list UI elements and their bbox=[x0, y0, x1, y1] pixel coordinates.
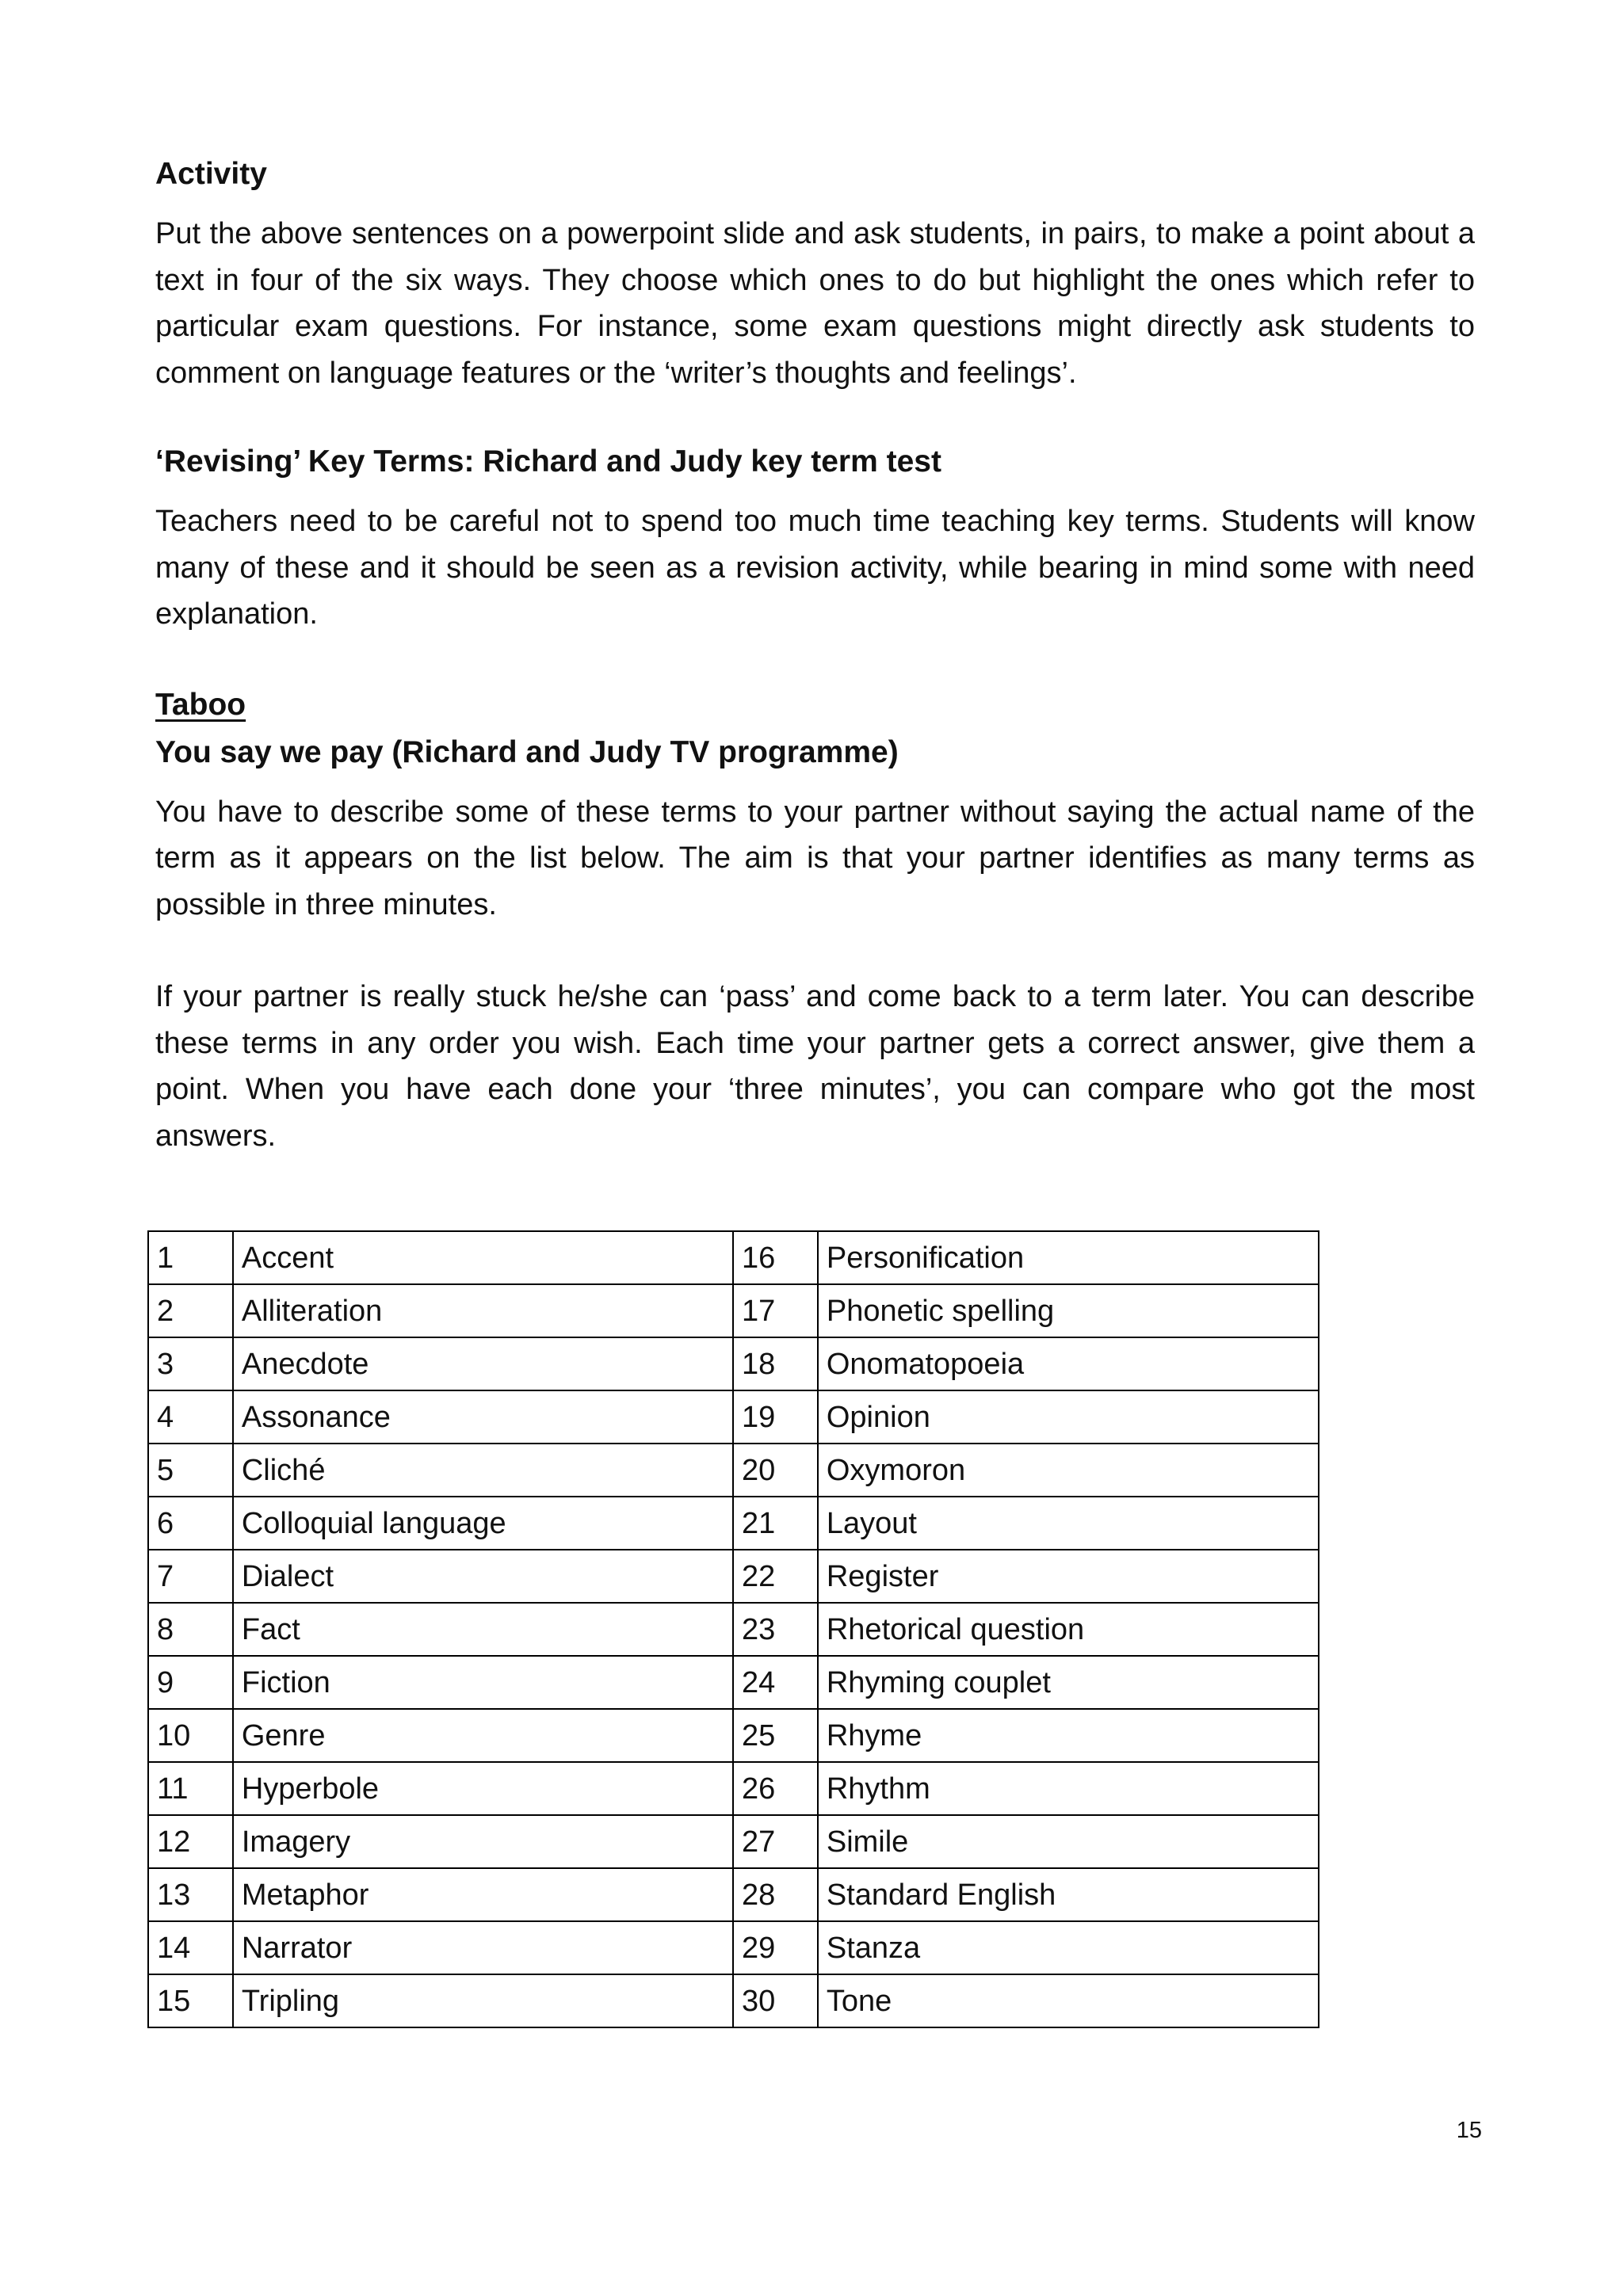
term-number-left: 4 bbox=[148, 1390, 233, 1444]
term-name-left: Genre bbox=[233, 1709, 733, 1762]
taboo-subheading: You say we pay (Richard and Judy TV programme) bbox=[155, 734, 899, 769]
term-number-right: 20 bbox=[733, 1444, 818, 1497]
term-name-right: Personification bbox=[818, 1231, 1319, 1284]
taboo-intro-paragraph: You have to describe some of these terms to your partner without saying the actual name of the term as it appears on the list below. The aim is that your partner identifies as many terms as possible in three minutes. bbox=[155, 795, 1475, 921]
term-number-right: 29 bbox=[733, 1921, 818, 1974]
term-name-right: Layout bbox=[818, 1497, 1319, 1550]
taboo-rules-paragraph: If your partner is really stuck he/she can ‘pass’ and come back to a term later. You can describe these terms in any order you wish. Each time your partner gets a correct answer, give them a point. When you have each done your ‘three minutes’, you can compare who got the most answers. bbox=[155, 980, 1475, 1153]
term-number-left: 5 bbox=[148, 1444, 233, 1497]
term-number-left: 3 bbox=[148, 1337, 233, 1390]
term-number-right: 22 bbox=[733, 1550, 818, 1603]
table-row bbox=[148, 1762, 1319, 1815]
page-number: 15 bbox=[1456, 2118, 1482, 2143]
table-row bbox=[148, 1497, 1319, 1550]
table-row bbox=[148, 1921, 1319, 1974]
term-name-left: Hyperbole bbox=[233, 1762, 733, 1815]
table-row bbox=[148, 1603, 1319, 1656]
term-number-right: 26 bbox=[733, 1762, 818, 1815]
term-number-right: 30 bbox=[733, 1974, 818, 2027]
table-row bbox=[148, 1284, 1319, 1337]
document-page bbox=[155, 151, 1475, 1159]
term-number-right: 23 bbox=[733, 1603, 818, 1656]
table-row bbox=[148, 1974, 1319, 2027]
term-number-left: 12 bbox=[148, 1815, 233, 1868]
term-name-left: Anecdote bbox=[233, 1337, 733, 1390]
term-name-left: Assonance bbox=[233, 1390, 733, 1444]
term-name-left: Fact bbox=[233, 1603, 733, 1656]
activity-paragraph: Put the above sentences on a powerpoint slide and ask students, in pairs, to make a point about a text in four of the six ways. They choose which ones to do but highlight the ones which refer to particular exam questions. For instance, some exam questions might directly ask students to comment on language features or the ‘writer’s thoughts and feelings’. bbox=[155, 217, 1475, 390]
term-number-right: 18 bbox=[733, 1337, 818, 1390]
term-number-left: 6 bbox=[148, 1497, 233, 1550]
taboo-heading: Taboo bbox=[155, 687, 246, 722]
table-row bbox=[148, 1390, 1319, 1444]
term-number-left: 9 bbox=[148, 1656, 233, 1709]
table-row bbox=[148, 1550, 1319, 1603]
table-row bbox=[148, 1815, 1319, 1868]
term-number-left: 7 bbox=[148, 1550, 233, 1603]
term-number-right: 28 bbox=[733, 1868, 818, 1921]
term-name-right: Tone bbox=[818, 1974, 1319, 2027]
term-name-right: Onomatopoeia bbox=[818, 1337, 1319, 1390]
term-number-left: 2 bbox=[148, 1284, 233, 1337]
term-number-right: 19 bbox=[733, 1390, 818, 1444]
table-row bbox=[148, 1656, 1319, 1709]
key-terms-table-body bbox=[148, 1231, 1319, 2027]
revising-paragraph: Teachers need to be careful not to spend too much time teaching key terms. Students will know many of these and it should be seen as a revision activity, while bearing in mind some with need explanation. bbox=[155, 505, 1475, 631]
term-name-right: Simile bbox=[818, 1815, 1319, 1868]
term-number-right: 16 bbox=[733, 1231, 818, 1284]
term-name-left: Narrator bbox=[233, 1921, 733, 1974]
term-number-left: 13 bbox=[148, 1868, 233, 1921]
term-number-left: 14 bbox=[148, 1921, 233, 1974]
activity-heading: Activity bbox=[155, 157, 267, 191]
term-number-left: 15 bbox=[148, 1974, 233, 2027]
revising-heading: ‘Revising’ Key Terms: Richard and Judy key term test bbox=[155, 444, 941, 479]
table-row bbox=[148, 1709, 1319, 1762]
term-number-left: 8 bbox=[148, 1603, 233, 1656]
term-name-right: Rhetorical question bbox=[818, 1603, 1319, 1656]
term-name-right: Oxymoron bbox=[818, 1444, 1319, 1497]
term-name-right: Stanza bbox=[818, 1921, 1319, 1974]
term-name-right: Phonetic spelling bbox=[818, 1284, 1319, 1337]
term-number-left: 10 bbox=[148, 1709, 233, 1762]
term-name-right: Rhythm bbox=[818, 1762, 1319, 1815]
term-number-left: 11 bbox=[148, 1762, 233, 1815]
term-name-right: Register bbox=[818, 1550, 1319, 1603]
term-name-right: Rhyme bbox=[818, 1709, 1319, 1762]
term-name-left: Cliché bbox=[233, 1444, 733, 1497]
term-number-right: 17 bbox=[733, 1284, 818, 1337]
term-name-left: Alliteration bbox=[233, 1284, 733, 1337]
term-name-right: Standard English bbox=[818, 1868, 1319, 1921]
table-row bbox=[148, 1868, 1319, 1921]
term-name-left: Accent bbox=[233, 1231, 733, 1284]
term-number-right: 25 bbox=[733, 1709, 818, 1762]
term-name-left: Fiction bbox=[233, 1656, 733, 1709]
term-number-left: 1 bbox=[148, 1231, 233, 1284]
table-row bbox=[148, 1337, 1319, 1390]
term-name-right: Rhyming couplet bbox=[818, 1656, 1319, 1709]
term-number-right: 27 bbox=[733, 1815, 818, 1868]
key-terms-table bbox=[147, 1230, 1319, 2028]
term-name-left: Imagery bbox=[233, 1815, 733, 1868]
term-name-left: Tripling bbox=[233, 1974, 733, 2027]
term-number-right: 24 bbox=[733, 1656, 818, 1709]
table-row bbox=[148, 1444, 1319, 1497]
term-number-right: 21 bbox=[733, 1497, 818, 1550]
term-name-left: Colloquial language bbox=[233, 1497, 733, 1550]
term-name-left: Metaphor bbox=[233, 1868, 733, 1921]
table-row bbox=[148, 1231, 1319, 1284]
term-name-right: Opinion bbox=[818, 1390, 1319, 1444]
term-name-left: Dialect bbox=[233, 1550, 733, 1603]
